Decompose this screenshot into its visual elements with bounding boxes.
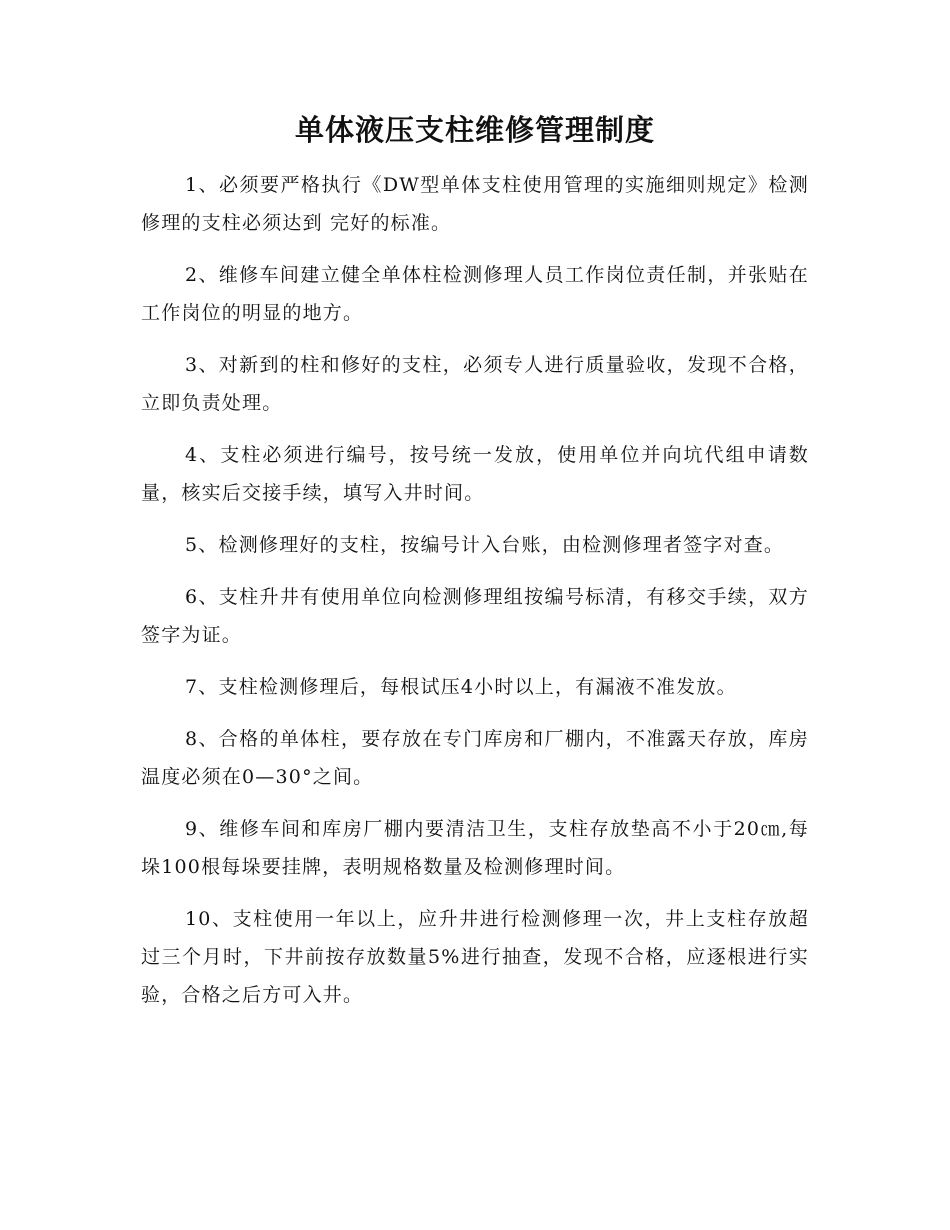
document-title: 单体液压支柱维修管理制度	[294, 113, 655, 147]
paragraph-2: 2、维修车间建立健全单体柱检测修理人员工作岗位责任制，并张贴在工作岗位的明显的地方。	[141, 264, 809, 324]
paragraph-3: 3、对新到的柱和修好的支柱，必须专人进行质量验收，发现不合格，立即负责处理。	[141, 354, 809, 414]
paragraph-5: 5、检测修理好的支柱，按编号计入台账，由检测修理者签字对查。	[185, 534, 785, 556]
paragraph-10: 10、支柱使用一年以上，应升井进行检测修理一次，井上支柱存放超过三个月时，下井前按存放数量5%进行抽查，发现不合格，应逐根进行实验，合格之后方可入井。	[141, 908, 809, 1006]
paragraph-6: 6、支柱升井有使用单位向检测修理组按编号标清，有移交手续，双方签字为证。	[141, 586, 809, 646]
document-body	[141, 166, 809, 1028]
paragraph-1: 1、必须要严格执行《DW型单体支柱使用管理的实施细则规定》检测修理的支柱必须达到 完好的标准。	[141, 174, 809, 234]
paragraph-4: 4、支柱必须进行编号，按号统一发放，使用单位并向坑代组申请数量，核实后交接手续，填写入井时间。	[141, 444, 809, 504]
paragraph-7: 7、支柱检测修理后，每根试压4小时以上，有漏液不准发放。	[185, 676, 737, 698]
paragraph-8: 8、合格的单体柱，要存放在专门库房和厂棚内，不准露天存放，库房温度必须在0—30°之间。	[141, 728, 809, 788]
paragraph-9: 9、维修车间和库房厂棚内要清洁卫生，支柱存放垫高不小于20㎝,每垛100根每垛要挂牌，表明规格数量及检测修理时间。	[141, 818, 809, 878]
